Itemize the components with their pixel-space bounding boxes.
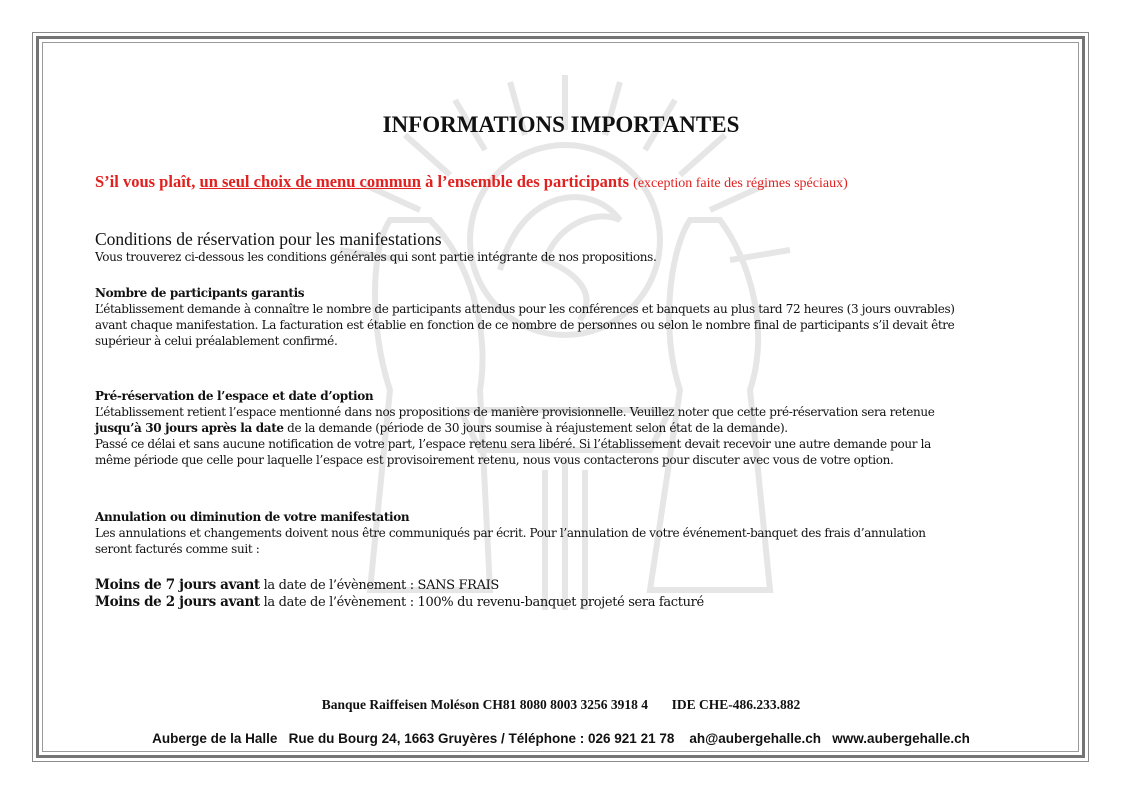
fee-row-2-days xyxy=(95,594,704,611)
conditions-title: Conditions de réservation pour les manifestations xyxy=(95,229,442,249)
fee-detail: la date de l’évènement : 100% du revenu-banquet projeté sera facturé xyxy=(259,595,704,610)
section-line: seront facturés comme suit : xyxy=(95,542,260,556)
notice-underlined: un seul choix de menu commun xyxy=(199,172,421,191)
footer-bank-info: Banque Raiffeisen Moléson CH81 8080 8003 3256 3918 4 IDE CHE-486.233.882 xyxy=(321,697,801,712)
section-participants xyxy=(95,285,955,349)
fee-condition: Moins de 2 jours avant xyxy=(95,594,260,610)
section-line: Les annulations et changements doivent nous être communiqués par écrit. Pour l’annulation de votre événement-banquet des frais d’annulation xyxy=(95,526,926,540)
page-title: INFORMATIONS IMPORTANTES xyxy=(382,112,740,137)
section-line: Passé ce délai et sans aucune notification de votre part, l’espace retenu sera libéré. Si l’établissement devait recevoir une autre demande pour la xyxy=(95,437,931,451)
section-line: L’établissement demande à connaître le nombre de participants attendus pour les conférences et banquets au plus tard 72 heures (3 jours ouvrables) xyxy=(95,302,955,316)
section-line-rest: de la demande (période de 30 jours soumise à réajustement selon état de la demande). xyxy=(283,421,788,435)
section-line xyxy=(95,420,935,436)
section-heading: Nombre de participants garantis xyxy=(95,286,305,300)
notice-intro: S’il vous plaît, xyxy=(95,172,200,191)
notice-continuation: à l’ensemble des participants xyxy=(420,172,634,191)
cancellation-fees xyxy=(95,577,704,611)
section-heading: Pré-réservation de l’espace et date d’option xyxy=(95,389,374,403)
section-line: L’établissement retient l’espace mentionné dans nos propositions de manière provisionnelle. Veuillez noter que cette pré-réservation sera retenue xyxy=(95,405,935,419)
fee-detail: la date de l’évènement : SANS FRAIS xyxy=(259,578,499,593)
fee-row-7-days xyxy=(95,577,704,594)
section-line: supérieur à celui préalablement confirmé. xyxy=(95,334,338,348)
footer-contact-info: Auberge de la Halle Rue du Bourg 24, 1663 Gruyères / Téléphone : 026 921 21 78 ah@aubergehalle.ch www.aubergehalle.ch xyxy=(152,731,970,746)
notice-exception: (exception faite des régimes spéciaux) xyxy=(633,176,848,191)
conditions-intro: Vous trouverez ci-dessous les conditions générales qui sont partie intégrante de nos propositions. xyxy=(95,250,657,264)
menu-notice xyxy=(95,172,848,192)
highlight-30-days: jusqu’à 30 jours après la date xyxy=(95,421,284,435)
section-heading: Annulation ou diminution de votre manifestation xyxy=(95,510,410,524)
section-line: même période que celle pour laquelle l’espace est provisoirement retenu, nous vous contacterons pour discuter avec vous de votre option. xyxy=(95,453,894,467)
section-cancellation xyxy=(95,509,926,557)
fee-condition: Moins de 7 jours avant xyxy=(95,577,260,593)
section-line: avant chaque manifestation. La facturation est établie en fonction de ce nombre de personnes ou selon le nombre final de participants s’il devait être xyxy=(95,318,955,332)
section-prereservation xyxy=(95,388,935,468)
